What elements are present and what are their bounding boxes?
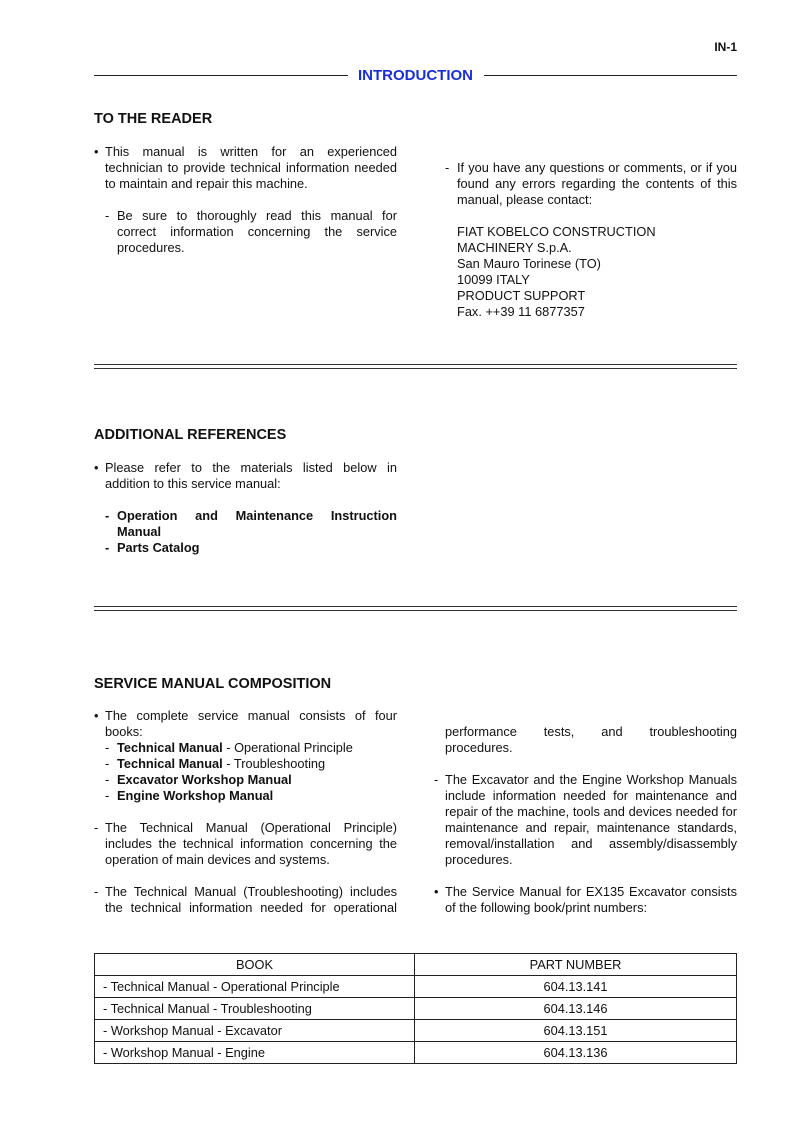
section-heading-reader: TO THE READER	[94, 111, 213, 127]
address-line: PRODUCT SUPPORT	[457, 288, 586, 303]
dash-icon: -	[105, 788, 110, 803]
section-divider	[94, 606, 737, 611]
address-line: Fax. ++39 11 6877357	[457, 304, 585, 319]
composition-right-column	[434, 724, 737, 916]
text-line: Be sure to thoroughly read this manual for	[117, 208, 397, 223]
text-line: includes the technical information concerning the	[105, 836, 397, 851]
text-line: manual, please contact:	[457, 192, 593, 207]
table-header-row	[95, 954, 737, 976]
dash-icon: -	[94, 884, 99, 899]
text-line: This manual is written for an experienced	[105, 144, 397, 159]
composition-intro	[94, 708, 397, 740]
book-cell: - Technical Manual - Troubleshooting	[95, 998, 415, 1020]
references-list	[94, 508, 397, 556]
column-header-part-number: PART NUMBER	[415, 954, 737, 976]
book-item: Engine Workshop Manual	[117, 788, 274, 803]
text-line: books:	[105, 724, 143, 739]
part-number-cell: 604.13.146	[415, 998, 737, 1020]
page-title: INTRODUCTION	[358, 67, 473, 84]
text-line: correct information concerning the service	[117, 224, 397, 239]
reader-dash-paragraph	[94, 208, 397, 256]
dash-icon: -	[445, 160, 450, 175]
dash-icon: -	[105, 508, 110, 523]
bullet-icon: •	[94, 708, 99, 723]
book-item: Technical Manual - Operational Principle	[117, 740, 353, 755]
reader-contact-paragraph	[434, 160, 737, 208]
text-line: found any errors regarding the contents of this	[457, 176, 737, 191]
text-line: The Technical Manual (Troubleshooting) includes	[105, 884, 397, 899]
reference-item: Operation and Maintenance Instruction	[117, 508, 397, 523]
text-line: removal/installation and assembly/disassembly	[445, 836, 737, 851]
text-line: The Excavator and the Engine Workshop Manuals	[445, 772, 737, 787]
dash-icon: -	[94, 820, 99, 835]
reader-right-column	[434, 160, 737, 320]
text-line: The Service Manual for EX135 Excavator consists	[445, 884, 737, 899]
reader-left-column	[94, 144, 397, 256]
text-line: technician to provide technical information needed	[105, 160, 397, 175]
contact-address	[434, 224, 737, 320]
text-line: procedures.	[117, 240, 185, 255]
page-number: IN-1	[714, 40, 737, 54]
composition-para-book-numbers	[434, 884, 737, 916]
book-cell: - Workshop Manual - Engine	[95, 1042, 415, 1064]
references-column	[94, 460, 397, 556]
section-heading-composition: SERVICE MANUAL COMPOSITION	[94, 676, 332, 692]
dash-icon: -	[105, 740, 110, 755]
part-numbers-table	[94, 953, 737, 1064]
table-row	[95, 1042, 737, 1064]
composition-left-column	[94, 708, 397, 916]
part-number-cell: 604.13.151	[415, 1020, 737, 1042]
dash-icon: -	[105, 772, 110, 787]
section-divider	[94, 364, 737, 369]
book-item: Excavator Workshop Manual	[117, 772, 292, 787]
composition-books-list	[94, 740, 397, 804]
text-line: The complete service manual consists of four	[105, 708, 397, 723]
text-line: repair of the machine, tools and devices needed for	[445, 804, 737, 819]
address-line: 10099 ITALY	[457, 272, 530, 287]
reference-item: Manual	[117, 524, 162, 539]
text-line: of the following book/print numbers:	[445, 900, 648, 915]
part-number-cell: 604.13.141	[415, 976, 737, 998]
bullet-icon: •	[94, 144, 99, 159]
dash-icon: -	[105, 540, 110, 555]
bullet-icon: •	[434, 884, 439, 899]
reader-bullet-paragraph	[94, 144, 397, 192]
table-row	[95, 976, 737, 998]
reference-item: Parts Catalog	[117, 540, 200, 555]
address-line: MACHINERY S.p.A.	[457, 240, 572, 255]
page-title-row	[94, 67, 737, 85]
part-number-cell: 604.13.136	[415, 1042, 737, 1064]
text-line: addition to this service manual:	[105, 476, 281, 491]
composition-continuation	[434, 724, 737, 756]
text-line: operation of main devices and systems.	[105, 852, 330, 867]
references-bullet-paragraph	[94, 460, 397, 492]
composition-para-workshop	[434, 772, 737, 868]
text-line: procedures.	[445, 740, 513, 755]
book-cell: - Technical Manual - Operational Principle	[95, 976, 415, 998]
text-line: The Technical Manual (Operational Principle)	[105, 820, 397, 835]
composition-para-operational	[94, 820, 397, 868]
dash-icon: -	[105, 208, 110, 223]
table-row	[95, 1020, 737, 1042]
bullet-icon: •	[94, 460, 99, 475]
text-line: performance tests, and troubleshooting	[445, 724, 737, 739]
address-line: FIAT KOBELCO CONSTRUCTION	[457, 224, 656, 239]
text-line: the technical information needed for operational	[105, 900, 397, 915]
book-cell: - Workshop Manual - Excavator	[95, 1020, 415, 1042]
table-row	[95, 998, 737, 1020]
text-line: If you have any questions or comments, or if you	[457, 160, 737, 175]
composition-para-troubleshooting	[94, 884, 397, 916]
text-line: include information needed for maintenance and	[445, 788, 737, 803]
dash-icon: -	[105, 756, 110, 771]
column-header-book: BOOK	[95, 954, 415, 976]
text-line: Please refer to the materials listed below in	[105, 460, 397, 475]
book-item: Technical Manual - Troubleshooting	[117, 756, 326, 771]
text-line: to maintain and repair this machine.	[105, 176, 308, 191]
address-line: San Mauro Torinese (TO)	[457, 256, 601, 271]
text-line: procedures.	[445, 852, 513, 867]
title-rule-right	[484, 75, 737, 76]
section-heading-references: ADDITIONAL REFERENCES	[94, 427, 287, 443]
text-line: maintenance and repair, maintenance standards,	[445, 820, 737, 835]
dash-icon: -	[434, 772, 439, 787]
